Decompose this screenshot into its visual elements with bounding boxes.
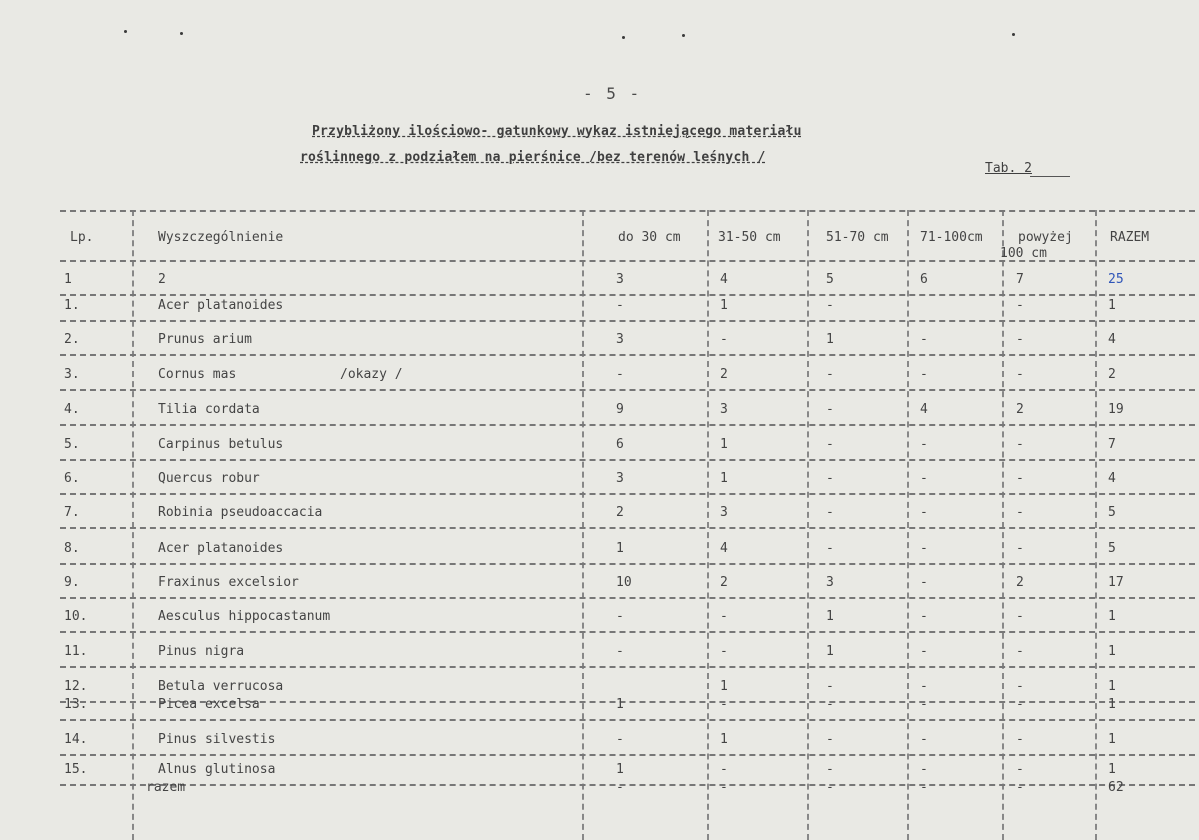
row-name: Pinus nigra xyxy=(158,644,245,659)
row-lp: 10. xyxy=(64,609,88,624)
row-col-1: 3 xyxy=(616,272,624,287)
row-col-3: - xyxy=(826,505,834,520)
row-col-2: - xyxy=(720,697,728,712)
ink-speck xyxy=(124,30,127,33)
row-name: Pinus silvestis xyxy=(158,732,276,747)
row-total: 19 xyxy=(1108,402,1124,417)
column-divider xyxy=(1002,210,1004,840)
row-total: 5 xyxy=(1108,505,1116,520)
row-name: Alnus glutinosa xyxy=(158,762,276,777)
row-lp: 12. xyxy=(64,679,88,694)
row-lp: 1 xyxy=(64,272,72,287)
row-col-2: - xyxy=(720,332,728,347)
row-col-5: - xyxy=(1016,298,1024,313)
row-rule xyxy=(60,459,1195,461)
row-col-5: - xyxy=(1016,732,1024,747)
row-col-1: - xyxy=(616,780,624,795)
row-name: Cornus mas xyxy=(158,367,237,382)
row-note: /okazy / xyxy=(340,367,403,382)
row-total: 5 xyxy=(1108,541,1116,556)
row-col-5: - xyxy=(1016,609,1024,624)
header-col-1: do 30 cm xyxy=(618,230,681,245)
table-label-underline xyxy=(1030,176,1070,177)
row-total: 1 xyxy=(1108,298,1116,313)
table-label: Tab. 2 xyxy=(985,161,1032,176)
row-col-5: 2 xyxy=(1016,575,1024,590)
row-lp: 2. xyxy=(64,332,80,347)
row-col-2: - xyxy=(720,609,728,624)
row-name: Acer platanoides xyxy=(158,541,284,556)
row-col-3: 3 xyxy=(826,575,834,590)
row-col-2: - xyxy=(720,644,728,659)
row-col-5: - xyxy=(1016,644,1024,659)
row-col-4: - xyxy=(920,471,928,486)
row-lp: 1. xyxy=(64,298,80,313)
row-col-3: 5 xyxy=(826,272,834,287)
row-name: Robinia pseudoaccacia xyxy=(158,505,323,520)
row-rule xyxy=(60,354,1195,356)
row-col-4: - xyxy=(920,644,928,659)
row-col-1: 1 xyxy=(616,541,624,556)
row-col-1: - xyxy=(616,644,624,659)
row-col-3: - xyxy=(826,298,834,313)
row-col-4: 6 xyxy=(920,272,928,287)
row-col-3: - xyxy=(826,367,834,382)
row-col-4: - xyxy=(920,541,928,556)
header-lp: Lp. xyxy=(70,230,94,245)
ink-speck xyxy=(682,34,685,37)
column-divider xyxy=(907,210,909,840)
row-name: Prunus arium xyxy=(158,332,252,347)
table-title-line-1: Przybliżony ilościowo- gatunkowy wykaz istniejącego materiału xyxy=(312,124,802,139)
row-rule xyxy=(60,563,1195,565)
row-col-2: 1 xyxy=(720,437,728,452)
row-col-3: - xyxy=(826,697,834,712)
row-rule xyxy=(60,493,1195,495)
row-lp: 13. xyxy=(64,697,88,712)
row-col-5: - xyxy=(1016,367,1024,382)
column-divider xyxy=(582,210,584,840)
row-col-3: - xyxy=(826,732,834,747)
row-rule xyxy=(60,754,1195,756)
row-name: Aesculus hippocastanum xyxy=(158,609,331,624)
row-name: Fraxinus excelsior xyxy=(158,575,299,590)
row-total: 1 xyxy=(1108,762,1116,777)
row-lp: 15. xyxy=(64,762,88,777)
row-col-2: 2 xyxy=(720,575,728,590)
ink-speck xyxy=(1012,33,1015,36)
row-lp: 5. xyxy=(64,437,80,452)
row-col-4: - xyxy=(920,367,928,382)
row-total: 1 xyxy=(1108,644,1116,659)
row-lp: 3. xyxy=(64,367,80,382)
row-lp: 9. xyxy=(64,575,80,590)
row-col-5: 2 xyxy=(1016,402,1024,417)
row-col-4: 4 xyxy=(920,402,928,417)
header-col-5b: 100 cm xyxy=(1000,246,1047,261)
row-name: Quercus robur xyxy=(158,471,260,486)
row-col-1: 9 xyxy=(616,402,624,417)
row-col-2: 2 xyxy=(720,367,728,382)
row-total: 62 xyxy=(1108,780,1124,795)
column-divider xyxy=(707,210,709,840)
row-name: Picea excelsa xyxy=(158,697,260,712)
row-col-4: - xyxy=(920,437,928,452)
row-rule xyxy=(60,527,1195,529)
row-rule xyxy=(60,666,1195,668)
row-col-3: 1 xyxy=(826,644,834,659)
row-col-2: 4 xyxy=(720,272,728,287)
row-col-5: - xyxy=(1016,471,1024,486)
row-rule xyxy=(60,294,1195,296)
row-rule xyxy=(60,424,1195,426)
row-col-4: - xyxy=(920,762,928,777)
row-col-3: 1 xyxy=(826,332,834,347)
row-col-1: 3 xyxy=(616,332,624,347)
row-col-5: - xyxy=(1016,679,1024,694)
page-number: - 5 - xyxy=(583,84,642,103)
row-col-4: - xyxy=(920,679,928,694)
row-lp: 6. xyxy=(64,471,80,486)
row-name: razem xyxy=(146,780,186,795)
row-col-3: - xyxy=(826,471,834,486)
row-col-1: - xyxy=(616,732,624,747)
column-divider xyxy=(132,210,134,840)
header-col-4: 71-100cm xyxy=(920,230,983,245)
row-col-3: - xyxy=(826,437,834,452)
row-col-3: 1 xyxy=(826,609,834,624)
row-lp: 7. xyxy=(64,505,80,520)
row-col-4: - xyxy=(920,609,928,624)
row-col-2: 1 xyxy=(720,732,728,747)
row-col-5: - xyxy=(1016,505,1024,520)
row-col-2: 1 xyxy=(720,471,728,486)
row-lp: 11. xyxy=(64,644,88,659)
row-total: 1 xyxy=(1108,609,1116,624)
header-col-3: 51-70 cm xyxy=(826,230,889,245)
header-name: Wyszczególnienie xyxy=(158,230,284,245)
row-col-2: 4 xyxy=(720,541,728,556)
row-total: 17 xyxy=(1108,575,1124,590)
row-total: 25 xyxy=(1108,272,1124,287)
row-col-1: 6 xyxy=(616,437,624,452)
row-rule xyxy=(60,784,1195,786)
row-col-2: 3 xyxy=(720,402,728,417)
row-col-4: - xyxy=(920,732,928,747)
row-col-5: - xyxy=(1016,541,1024,556)
row-col-2: 1 xyxy=(720,298,728,313)
row-col-4: - xyxy=(920,575,928,590)
header-total: RAZEM xyxy=(1110,230,1150,245)
row-total: 4 xyxy=(1108,471,1116,486)
row-rule xyxy=(60,320,1195,322)
row-name: Betula verrucosa xyxy=(158,679,284,694)
row-col-2: 1 xyxy=(720,679,728,694)
row-col-1: 2 xyxy=(616,505,624,520)
row-col-5: - xyxy=(1016,332,1024,347)
row-rule xyxy=(60,597,1195,599)
row-col-4: - xyxy=(920,505,928,520)
row-col-2: 3 xyxy=(720,505,728,520)
row-col-5: 7 xyxy=(1016,272,1024,287)
row-col-3: - xyxy=(826,679,834,694)
row-total: 1 xyxy=(1108,679,1116,694)
row-col-5: - xyxy=(1016,437,1024,452)
row-total: 7 xyxy=(1108,437,1116,452)
row-col-3: - xyxy=(826,780,834,795)
row-col-5: - xyxy=(1016,697,1024,712)
row-total: 2 xyxy=(1108,367,1116,382)
row-name: Carpinus betulus xyxy=(158,437,284,452)
row-col-3: - xyxy=(826,762,834,777)
row-lp: 4. xyxy=(64,402,80,417)
row-col-5: - xyxy=(1016,780,1024,795)
ink-speck xyxy=(180,32,183,35)
row-total: 1 xyxy=(1108,732,1116,747)
row-rule xyxy=(60,719,1195,721)
column-divider xyxy=(807,210,809,840)
row-name: 2 xyxy=(158,272,166,287)
row-total: 4 xyxy=(1108,332,1116,347)
header-col-2: 31-50 cm xyxy=(718,230,781,245)
row-rule xyxy=(60,389,1195,391)
row-name: Tilia cordata xyxy=(158,402,260,417)
row-col-1: 3 xyxy=(616,471,624,486)
row-col-4: - xyxy=(920,332,928,347)
table-title-line-2: roślinnego z podziałem na pierśnice /bez terenów leśnych / xyxy=(300,150,766,165)
row-total: 1 xyxy=(1108,697,1116,712)
ink-speck xyxy=(622,36,625,39)
row-col-2: - xyxy=(720,762,728,777)
row-col-1: 10 xyxy=(616,575,632,590)
row-lp: 8. xyxy=(64,541,80,556)
row-rule xyxy=(60,210,1195,212)
row-name: Acer platanoides xyxy=(158,298,284,313)
column-divider xyxy=(1095,210,1097,840)
row-col-1: 1 xyxy=(616,697,624,712)
row-rule xyxy=(60,631,1195,633)
row-col-1: - xyxy=(616,367,624,382)
row-col-3: - xyxy=(826,402,834,417)
row-lp: 14. xyxy=(64,732,88,747)
row-col-2: - xyxy=(720,780,728,795)
row-col-3: - xyxy=(826,541,834,556)
row-col-4: - xyxy=(920,780,928,795)
row-col-1: 1 xyxy=(616,762,624,777)
row-col-1: - xyxy=(616,609,624,624)
row-col-1: - xyxy=(616,298,624,313)
row-rule xyxy=(60,260,1195,262)
row-col-4: - xyxy=(920,697,928,712)
row-col-5: - xyxy=(1016,762,1024,777)
header-col-5a: powyżej xyxy=(1018,230,1073,245)
